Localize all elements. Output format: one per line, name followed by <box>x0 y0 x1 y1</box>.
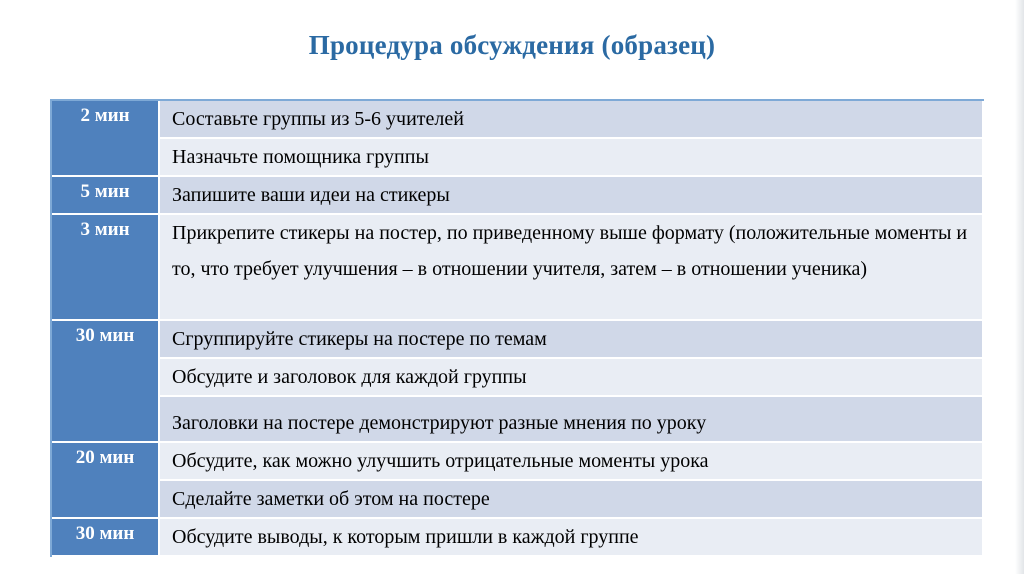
table-row <box>52 321 984 359</box>
table-row <box>52 443 984 481</box>
task-cell: Обсудите, как можно улучшить отрицательные моменты урока <box>160 443 984 481</box>
task-cell: Заголовки на постере демонстрируют разные мнения по уроку <box>160 397 984 443</box>
table-row <box>52 519 984 557</box>
task-cell: Составьте группы из 5-6 учителей <box>160 101 984 139</box>
table-row <box>52 397 984 443</box>
task-cell: Сделайте заметки об этом на постере <box>160 481 984 519</box>
schedule-table <box>50 99 984 557</box>
task-cell: Запишите ваши идеи на стикеры <box>160 177 984 215</box>
time-cell: 2 мин <box>52 101 160 177</box>
time-cell: 30 мин <box>52 519 160 557</box>
task-cell: Сгруппируйте стикеры на постере по темам <box>160 321 984 359</box>
task-cell: Прикрепите стикеры на постер, по приведенному выше формату (положительные моменты и то, что требует улучшения – в отношении учителя, затем – в отношении ученика) <box>160 215 984 321</box>
slide-edge-shadow <box>1015 0 1024 574</box>
table-row <box>52 215 984 321</box>
time-cell: 30 мин <box>52 321 160 443</box>
page-title: Процедура обсуждения (образец) <box>308 30 716 60</box>
task-cell: Обсудите и заголовок для каждой группы <box>160 359 984 397</box>
table-row <box>52 359 984 397</box>
time-cell: 20 мин <box>52 443 160 519</box>
time-cell: 3 мин <box>52 215 160 321</box>
time-cell: 5 мин <box>52 177 160 215</box>
table-row <box>52 101 984 139</box>
table-row <box>52 177 984 215</box>
table-row <box>52 139 984 177</box>
task-cell: Назначьте помощника группы <box>160 139 984 177</box>
table-row <box>52 481 984 519</box>
task-cell: Обсудите выводы, к которым пришли в каждой группе <box>160 519 984 557</box>
